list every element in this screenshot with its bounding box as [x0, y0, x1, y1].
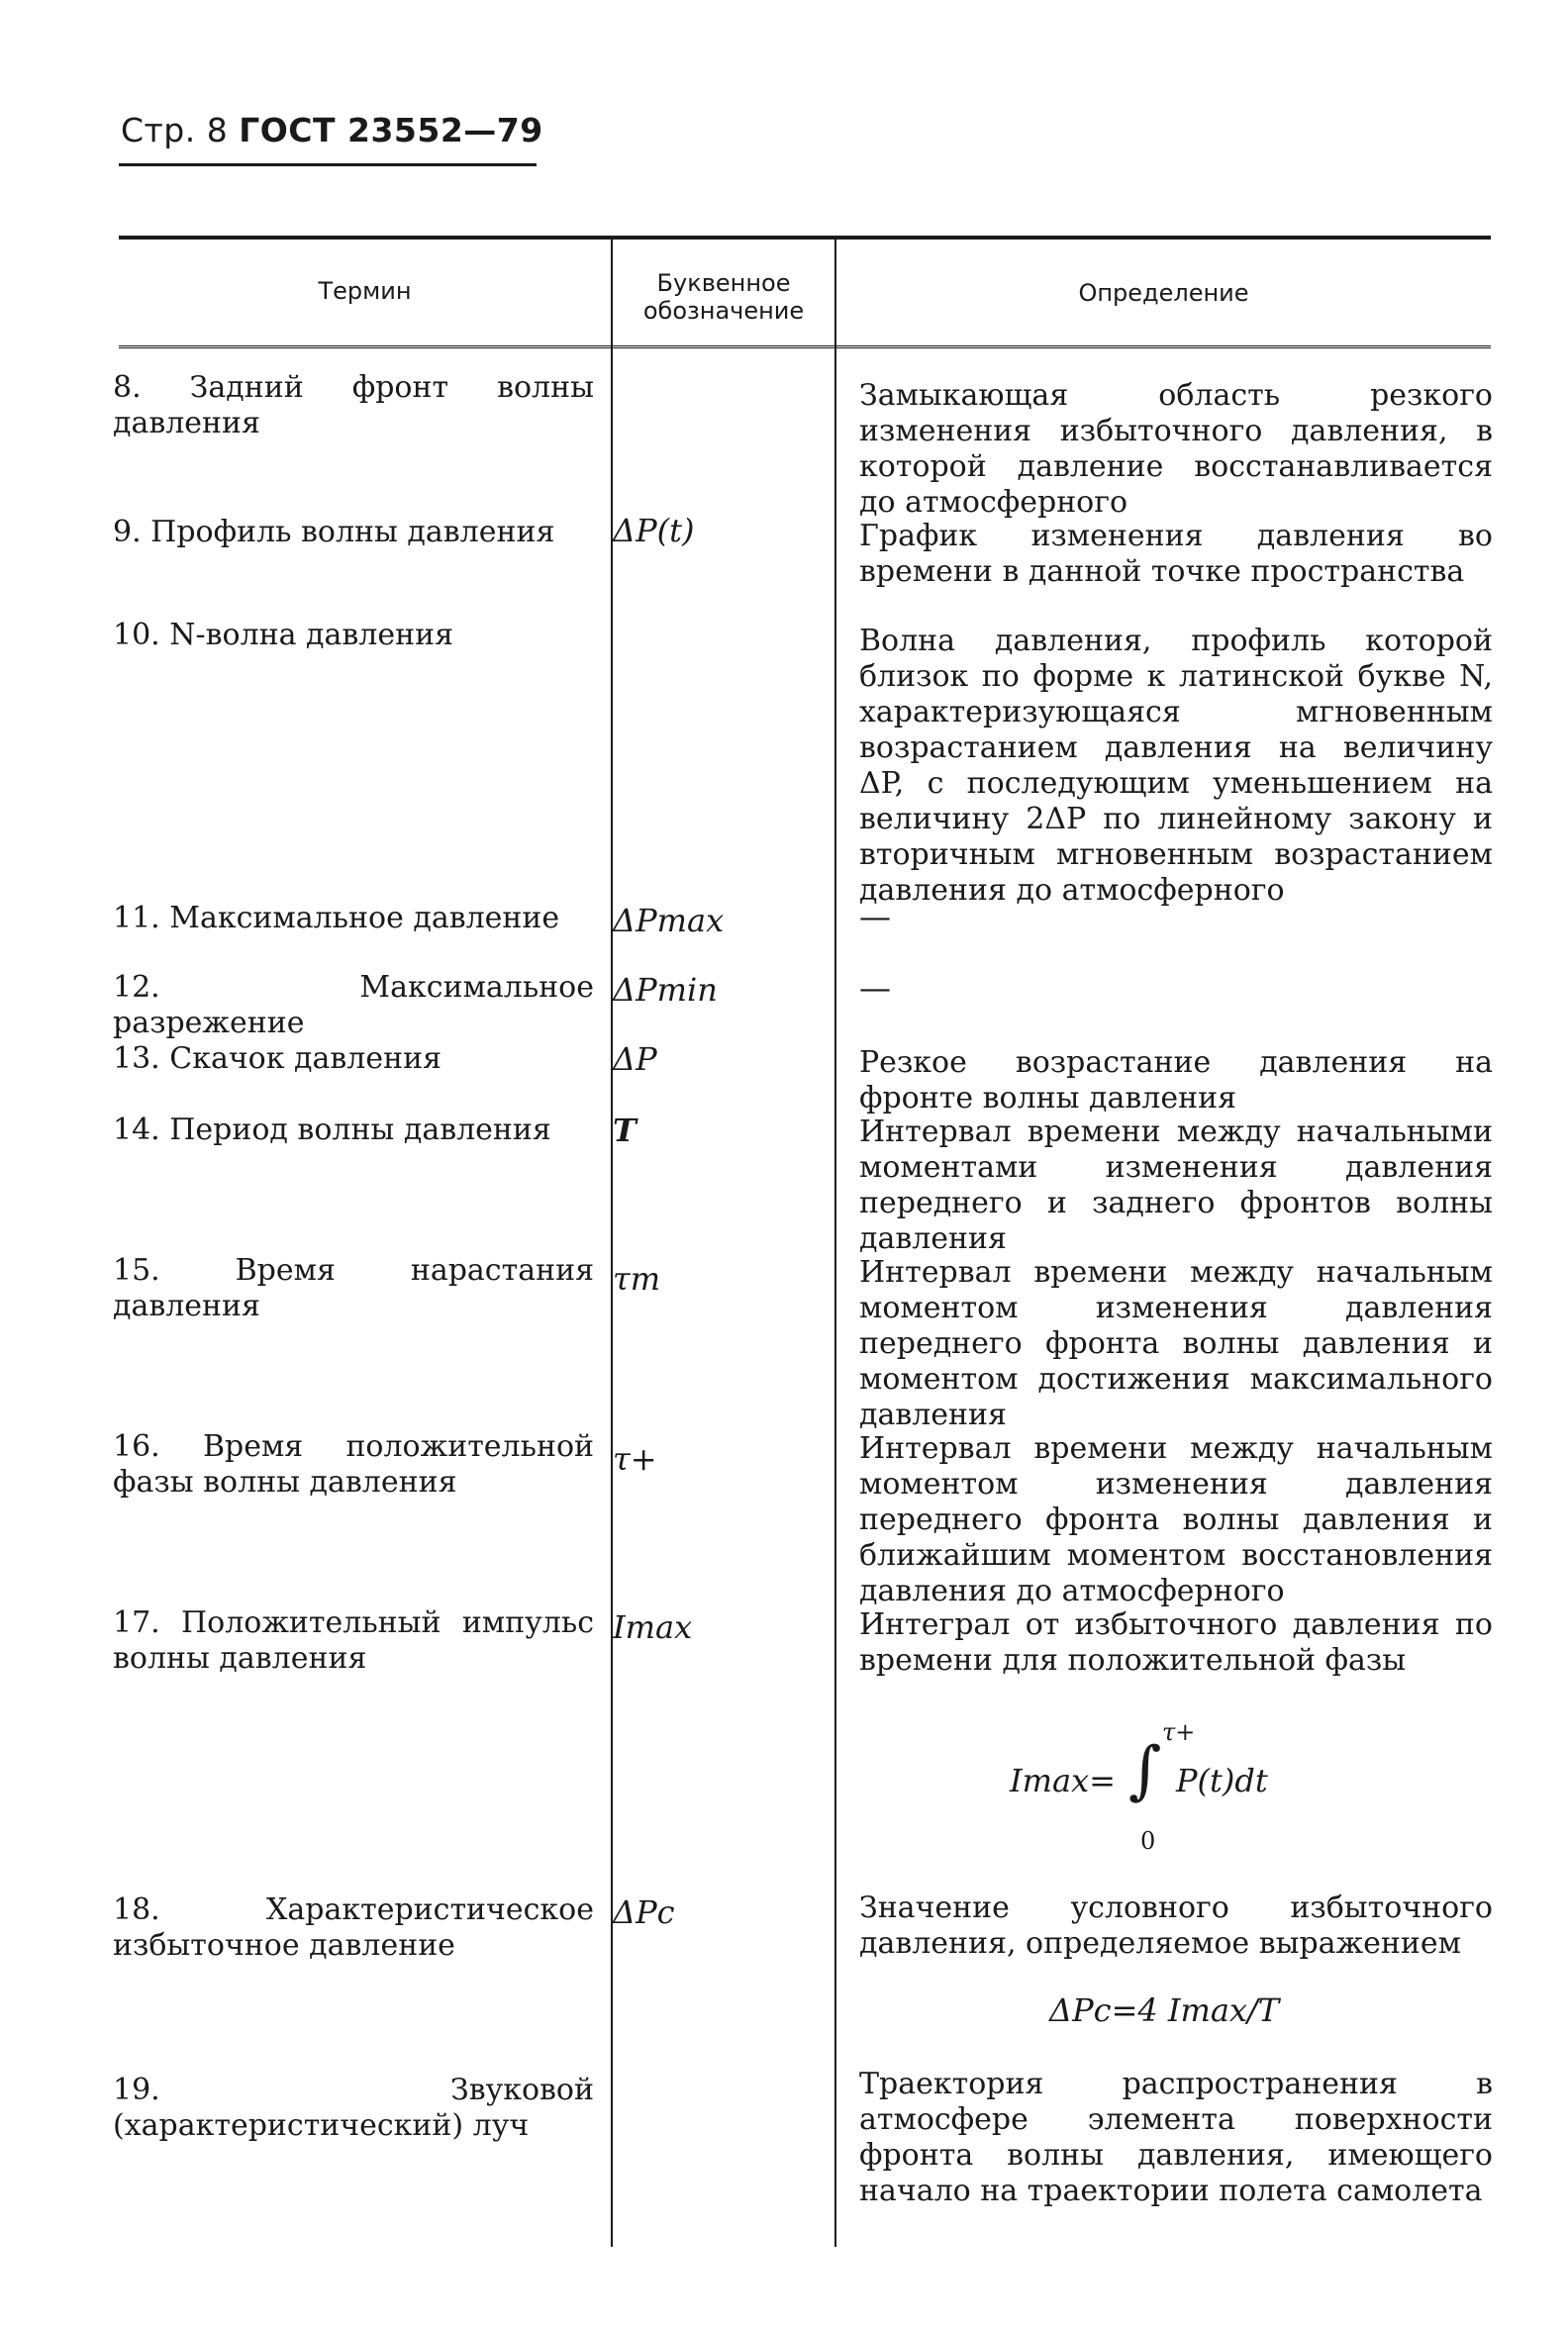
term-15: 15. Время нарастания давления	[113, 1253, 594, 1323]
symbol-9: ΔP(t)	[613, 512, 695, 549]
header-rule	[119, 163, 537, 166]
definition-17: Интеграл от избыточного давления по времени для положительной фазы	[859, 1607, 1493, 1678]
symbol-17: Imax	[613, 1608, 693, 1646]
term-11: 11. Максимальное давление	[113, 901, 560, 935]
term-17: 17. Положительный импульс волны давления	[113, 1605, 594, 1676]
symbol-14: T	[613, 1112, 637, 1149]
symbol-18: ΔPc	[613, 1893, 675, 1931]
definition-15: Интервал времени между начальным моментом изменения давления переднего фронта волны давления и моментом достижения максимального давления	[859, 1255, 1493, 1432]
symbol-15: τm	[613, 1260, 661, 1298]
column-header-term: Термин	[318, 277, 412, 305]
formula-17-integrand: P(t)dt	[1176, 1762, 1268, 1799]
term-10: 10. N-волна давления	[113, 618, 454, 652]
table-top-rule	[119, 236, 1491, 240]
definition-10: Волна давления, профиль которой близок по форме к латинской букве N, характеризующаяся мгновенным возрастанием давления на величину ΔP, с последующим уменьшением на величину 2ΔP по линейному закону и вторичным мгновенным возрастанием давления до атмосферного	[859, 624, 1493, 908]
term-12: 12. Максимальное разрежение	[113, 970, 594, 1040]
formula-18: ΔPc=4 Imax/T	[1049, 1991, 1280, 2029]
formula-17-upper-limit: τ+	[1162, 1718, 1196, 1746]
formula-17-lhs: Imax=	[1010, 1762, 1116, 1799]
term-19: 19. Звуковой (характеристический) луч	[113, 2073, 594, 2143]
page-label: Стр. 8	[121, 111, 229, 149]
page-header	[121, 111, 543, 149]
standard-number: ГОСТ 23552—79	[239, 111, 543, 149]
definition-16: Интервал времени между начальным моментом изменения давления переднего фронта волны давления и ближайшим моментом восстановления давления до атмосферного	[859, 1431, 1493, 1608]
definition-13: Резкое возрастание давления на фронте волны давления	[859, 1045, 1493, 1116]
symbol-11: ΔPmax	[613, 902, 725, 939]
definition-11: —	[859, 898, 891, 935]
definition-14: Интервал времени между начальными моментами изменения давления переднего и заднего фронтов волны давления	[859, 1115, 1493, 1256]
column-header-symbol: Буквенное обозначение	[642, 269, 805, 325]
column-header-definition: Определение	[1078, 279, 1249, 307]
symbol-16: τ+	[613, 1440, 657, 1478]
definition-18: Значение условного избыточного давления, определяемое выражением	[859, 1891, 1493, 1961]
term-14: 14. Период волны давления	[113, 1113, 551, 1147]
term-13: 13. Скачок давления	[113, 1041, 441, 1076]
definition-12: —	[859, 969, 891, 1007]
formula-17-lower-limit: 0	[1140, 1827, 1156, 1855]
column-divider-2	[834, 238, 836, 2247]
symbol-13: ΔP	[613, 1040, 657, 1078]
term-16: 16. Время положительной фазы волны давления	[113, 1429, 594, 1500]
definition-9: График изменения давления во времени в данной точке пространства	[859, 519, 1493, 589]
term-8: 8. Задний фронт волны давления	[113, 370, 594, 440]
symbol-12: ΔPmin	[613, 971, 718, 1009]
definition-19: Траектория распространения в атмосфере элемента поверхности фронта волны давления, имеющего начало на траектории полета самолета	[859, 2067, 1493, 2208]
definition-8: Замыкающая область резкого изменения избыточного давления, в которой давление восстанавливается до атмосферного	[859, 378, 1493, 520]
integral-sign: ∫	[1128, 1734, 1162, 1807]
term-9: 9. Профиль волны давления	[113, 515, 555, 549]
table-header-rule	[119, 345, 1491, 348]
term-18: 18. Характеристическое избыточное давление	[113, 1892, 594, 1963]
